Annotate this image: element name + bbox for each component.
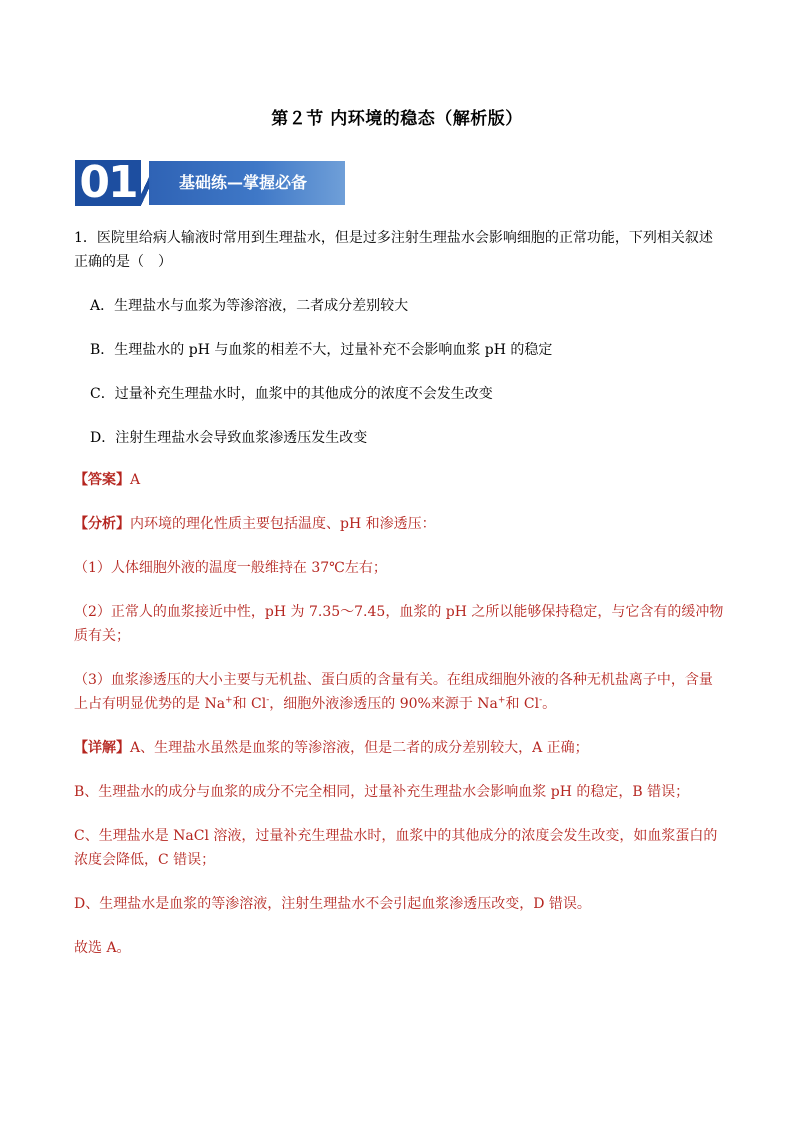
analysis-point-3 [74, 668, 724, 716]
superscript-minus: - [266, 695, 270, 706]
analysis-tag: 【分析】 [74, 516, 130, 532]
answer-row [74, 468, 724, 492]
analysis-intro [74, 512, 724, 536]
detail-tag: 【详解】 [74, 740, 130, 756]
superscript-plus: + [225, 695, 233, 706]
analysis-point-2: （2）正常人的血浆接近中性，pH 为 7.35～7.45，血浆的 pH 之所以能够保持稳定，与它含有的缓冲物质有关； [74, 604, 724, 644]
document-body [74, 226, 724, 960]
answer-value: A [130, 472, 141, 488]
detail-a-text: A、生理盐水虽然是血浆的等渗溶液，但是二者的成分差别较大，A 正确； [130, 740, 589, 756]
detail-c: C、生理盐水是 NaCl 溶液，过量补充生理盐水时，血浆中的其他成分的浓度会发生改变，如血浆蛋白的浓度会降低，C 错误； [74, 828, 718, 868]
detail-b: B、生理盐水的成分与血浆的成分不完全相同，过量补充生理盐水会影响血浆 pH 的稳定，B 错误； [74, 784, 690, 800]
detail-a [74, 736, 724, 760]
option-c: C．过量补充生理盐水时，血浆中的其他成分的浓度不会发生改变 [90, 386, 493, 402]
banner-number: 01 [75, 160, 141, 206]
option-d: D．注射生理盐水会导致血浆渗透压发生改变 [90, 430, 368, 446]
analysis-point-3-part-a: （3）血浆渗透压的大小主要与无机盐、蛋白质的含量有关。在组成细胞外液的各种无机盐离子中，含量上占有明显优势的是 Na [74, 672, 713, 712]
page-title: 第２节 内环境的稳态（解析版） [271, 109, 523, 129]
option-a: A．生理盐水与血浆为等渗溶液，二者成分差别较大 [90, 298, 409, 314]
analysis-point-3-part-e: 。 [542, 696, 557, 712]
superscript-minus: - [539, 695, 543, 706]
detail-d: D、生理盐水是血浆的等渗溶液，注射生理盐水不会引起血浆渗透压改变，D 错误。 [74, 896, 591, 912]
analysis-point-1: （1）人体细胞外液的温度一般维持在 37℃左右； [74, 560, 387, 576]
analysis-point-3-part-d: 和 Cl [505, 696, 540, 712]
banner-label: 基础练—掌握必备 [179, 173, 308, 192]
section-banner [75, 157, 345, 208]
answer-tag: 【答案】 [74, 472, 130, 488]
conclusion: 故选 A。 [74, 940, 131, 956]
question-text: 1．医院里给病人输液时常用到生理盐水，但是过多注射生理盐水会影响细胞的正常功能，下列相关叙述正确的是（ ） [74, 230, 713, 270]
option-b: B．生理盐水的 pH 与血浆的相差不大，过量补充不会影响血浆 pH 的稳定 [90, 342, 553, 358]
analysis-point-3-part-c: ，细胞外液渗透压的 90%来源于 Na [269, 696, 498, 712]
analysis-point-3-part-b: 和 Cl [232, 696, 267, 712]
analysis-intro-text: 内环境的理化性质主要包括温度、pH 和渗透压： [130, 516, 436, 532]
superscript-plus: + [497, 695, 506, 706]
